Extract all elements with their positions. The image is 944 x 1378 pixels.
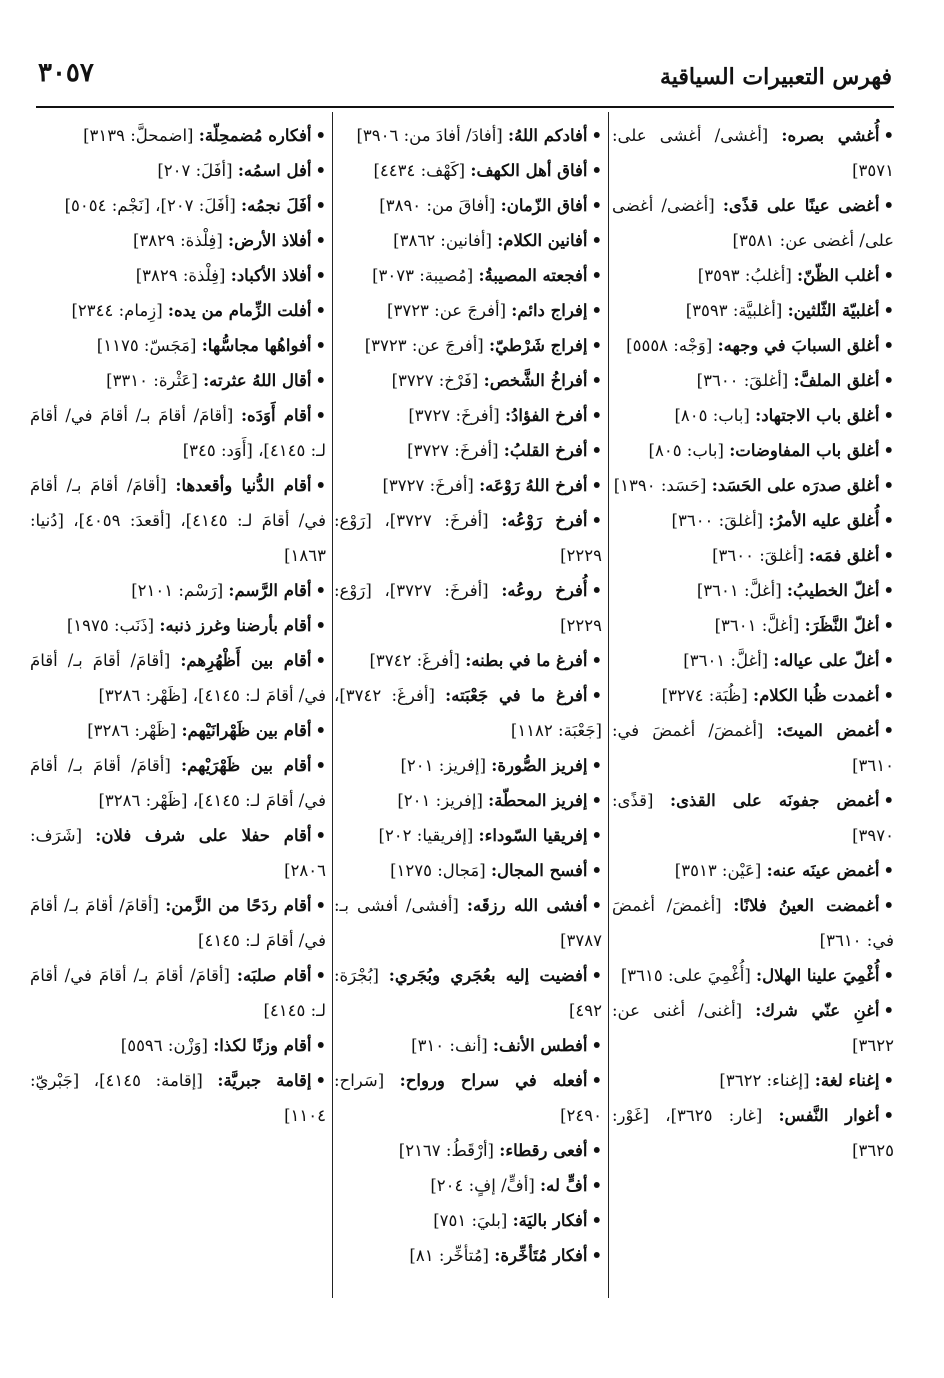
entry-reference: [فِلْذة: ٣٨٢٩] [132,231,223,250]
index-entry [612,503,894,538]
bullet-icon: • [591,756,602,775]
bullet-icon: • [883,336,894,355]
index-entry [612,608,894,643]
index-entry [612,643,894,678]
entry-reference: [أرْقَطُ: ٢١٦٧] [398,1141,494,1160]
page-number: ٣٠٥٧ [38,58,94,88]
entry-reference: [أغلقَ: ٣٦٠٠] [671,511,764,530]
entry-reference: [فَرْخ: ٣٧٢٧] [391,371,479,390]
entry-expression: إفريز الصُّورة: [491,756,588,775]
entry-reference: [مَجال: ١٢٧٥] [390,861,486,880]
entry-reference: [حَسَد: ١٣٩٠] [613,476,707,495]
index-entry [612,993,894,1063]
bullet-icon: • [315,826,326,845]
entry-expression: أقام بين ظَهْرَيْهم: [181,756,312,775]
index-entry [334,433,602,468]
entry-reference: [أفرجَ عن: ٣٧٢٣] [387,301,507,320]
entry-reference: [أفرخَ: ٣٧٢٧] [408,406,500,425]
entry-expression: أغمض الميتَ: [776,721,880,740]
bullet-icon: • [591,966,602,985]
bullet-icon: • [883,686,894,705]
bullet-icon: • [883,616,894,635]
index-entry [334,398,602,433]
index-entry [612,573,894,608]
entry-expression: أفعى رقطاء: [499,1141,588,1160]
bullet-icon: • [883,476,894,495]
bullet-icon: • [883,406,894,425]
bullet-icon: • [315,161,326,180]
entry-expression: أفشى الله رزقَه: [466,896,588,915]
entry-expression: أفطس الأنف: [492,1036,588,1055]
index-entry [30,118,326,153]
entry-expression: أفاق أهل الكهف: [470,161,588,180]
index-entry [334,468,602,503]
entry-expression: أغلق باب الاجتهاد: [755,406,880,425]
bullet-icon: • [883,371,894,390]
entry-reference: [سَراح: ٢٤٩٠] [334,1071,602,1125]
index-entry [30,398,326,468]
index-entry [334,1063,602,1133]
entry-expression: أفكار مُتَأخِّرة: [494,1246,588,1265]
entry-reference: [زِمام: ٢٣٤٤] [71,301,163,320]
entry-reference: [وَزْن: ٥٥٩٦] [120,1036,208,1055]
index-entry [30,608,326,643]
index-entry [334,1133,602,1168]
index-entry [30,223,326,258]
bullet-icon: • [591,581,602,600]
entry-reference: [اضمحلَّ: ٣١٣٩] [83,126,194,145]
entry-reference: [أقامَ/ أقامَ بـ/ أقامَ في/ أقامَ لـ: ٤١٤٥] [30,896,326,950]
bullet-icon: • [315,896,326,915]
entry-expression: إقامة جبريَّة: [217,1071,312,1090]
entry-reference: [أقامَ/ أقامَ بـ/ أقامَ في/ أقامَ لـ: ٤١٤٥]، [أقعدَ: ٤٠٥٩]، [دُنيا: ١٨٦٣] [30,476,326,565]
entry-expression: أغلق السبابَ في وجهه: [717,336,880,355]
index-entry [612,853,894,888]
bullet-icon: • [315,196,326,215]
index-entry [30,468,326,573]
entry-reference: [أفانين: ٣٨٦٢] [393,231,492,250]
entry-reference: [أُغْمِيَ على: ٣٦١٥] [620,966,751,985]
entry-expression: أقام حفلا على شرف فلان: [95,826,312,845]
index-entry [334,293,602,328]
entry-expression: أغضى عينًا على قذًى: [722,196,880,215]
entry-expression: أفراخُ الشَّخص: [483,371,588,390]
entry-reference: [أفاقَ من: ٣٨٩٠] [379,196,496,215]
entry-expression: أفجعته المصيبةُ: [478,266,588,285]
index-column-right [612,118,894,1298]
bullet-icon: • [315,651,326,670]
entry-expression: أفٍّ له: [540,1176,588,1195]
bullet-icon: • [591,511,602,530]
entry-reference: [أغضى/ أغضى على/ أغضى عن: ٣٥٨١] [612,196,894,250]
entry-expression: أغمض عينَه عنه: [766,861,880,880]
column-divider [332,112,333,1298]
index-entry [334,888,602,958]
entry-reference: [أغلَّ: ٣٦٠١] [683,651,769,670]
bullet-icon: • [883,966,894,985]
bullet-icon: • [315,266,326,285]
entry-reference: [أغمضَ/ أغمضَ في: ٣٦١٠] [612,896,894,950]
bullet-icon: • [315,126,326,145]
index-entry [612,958,894,993]
bullet-icon: • [315,1036,326,1055]
bullet-icon: • [591,196,602,215]
bullet-icon: • [315,581,326,600]
index-entry [30,888,326,958]
entry-expression: أغلّ على عياله: [773,651,880,670]
bullet-icon: • [315,756,326,775]
entry-reference: [أفَلَ: ٢٠٧]، [نَجْم: ٥٠٥٤] [64,196,236,215]
bullet-icon: • [315,301,326,320]
entry-expression: إفراج دائم: [511,301,588,320]
entry-expression: أفكاره مُضمحِلّة: [198,126,312,145]
index-entry [612,363,894,398]
bullet-icon: • [883,1106,894,1125]
bullet-icon: • [591,1071,602,1090]
bullet-icon: • [591,861,602,880]
index-entry [334,118,602,153]
bullet-icon: • [883,1001,894,1020]
entry-expression: أقال اللهُ عثرته: [203,371,312,390]
entry-reference: [عَيْن: ٣٥١٣] [674,861,762,880]
entry-reference: [أغلقَ: ٣٦٠٠] [696,371,789,390]
entry-reference: [أفرغَ: ٣٧٤٢] [369,651,460,670]
entry-expression: أغوار النَّفس: [778,1106,880,1125]
entry-reference: [أغلقَ: ٣٦٠٠] [712,546,804,565]
index-entry [30,293,326,328]
index-entry [30,643,326,713]
index-entry [334,643,602,678]
entry-expression: أغمدت ظُبا الكلام: [753,686,880,705]
bullet-icon: • [315,721,326,740]
entry-reference: [أفرخَ: ٣٧٢٧]، [رَوْع: ٢٢٢٩] [334,581,602,635]
index-entry [612,293,894,328]
index-entry [612,538,894,573]
index-entry [334,1238,602,1273]
entry-reference: [أغلبيَّة: ٣٥٩٣] [685,301,783,320]
entry-expression: أفلاذ الأرض: [228,231,312,250]
entry-expression: أفانين الكلام: [497,231,588,250]
entry-reference: [أقامَ/ أقامَ بـ/ أقامَ في/ أقامَ لـ: ٤١٤٥]، [ظَهْر: ٣٢٨٦] [30,651,326,705]
bullet-icon: • [315,1071,326,1090]
index-entry [612,888,894,958]
entry-expression: أفلاذ الأكباد: [230,266,312,285]
entry-reference: [أقامَ/ أقامَ بـ/ أقامَ في/ أقامَ لـ: ٤١٤٥]، [أَوَد: ٣٤٥] [30,406,326,460]
entry-expression: أغلق صدرَه على الحَسَد: [711,476,880,495]
index-entry [30,258,326,293]
bullet-icon: • [883,1071,894,1090]
entry-expression: أفادكم اللهُ: [508,126,588,145]
entry-reference: [وَجْه: ٥٥٥٨] [626,336,713,355]
entry-expression: أفرخ رَوْعُه: [501,511,588,530]
entry-reference: [إفريز: ٢٠١] [400,756,487,775]
index-entry [334,258,602,293]
index-entry [30,818,326,888]
entry-expression: أفضيت إليه بعُجَري وبُجَري: [388,966,588,985]
bullet-icon: • [591,1246,602,1265]
index-entry [334,1203,602,1238]
bullet-icon: • [883,896,894,915]
index-entry [612,1098,894,1168]
index-entry [334,818,602,853]
entry-expression: أُغلق عليه الأمرُ: [768,511,880,530]
bullet-icon: • [315,406,326,425]
entry-expression: أفكار باليَة: [512,1211,588,1230]
entry-expression: أُغْمِيَ علينا الهلال: [756,966,880,985]
entry-reference: [أفرخَ: ٣٧٢٧]، [رَوْع: ٢٢٢٩] [334,511,602,565]
entry-reference: [أغمضَ/ أغمضَ في: ٣٦١٠] [612,721,894,775]
entry-reference: [بليَ: ٧٥١] [433,1211,508,1230]
entry-expression: أفسح المجال: [490,861,588,880]
entry-reference: [إفريز: ٢٠١] [397,791,483,810]
bullet-icon: • [591,1211,602,1230]
bullet-icon: • [591,826,602,845]
bullet-icon: • [591,896,602,915]
entry-reference: [أغلَّ: ٣٦٠١] [714,616,800,635]
bullet-icon: • [591,231,602,250]
index-entry [334,363,602,398]
index-entry [30,573,326,608]
bullet-icon: • [883,721,894,740]
bullet-icon: • [315,371,326,390]
index-entry [612,783,894,853]
bullet-icon: • [591,441,602,460]
index-entry [30,153,326,188]
entry-reference: [إفريقيا: ٢٠٢] [378,826,474,845]
bullet-icon: • [591,1036,602,1055]
bullet-icon: • [883,301,894,320]
index-column-middle [334,118,602,1298]
entry-reference: [أفرجَ عن: ٣٧٢٣] [364,336,484,355]
index-entry [30,1063,326,1133]
entry-expression: أفعله في سراح ورواح: [399,1071,588,1090]
entry-reference: [أقامَ/ أقامَ بـ/ أقامَ في/ أقامَ لـ: ٤١٤٥] [30,966,326,1020]
entry-expression: إفريز المحطّة: [488,791,588,810]
entry-expression: أغلّ الخطيبُ: [786,581,880,600]
index-entry [612,188,894,258]
entry-expression: أفرغ ما في جَعْبَته: [445,686,588,705]
entry-reference: [أفرغَ: ٣٧٤٢]، [جَعْبَة: ١١٨٢] [334,686,602,740]
entry-expression: أغمض جفونَه على القذى: [670,791,880,810]
entry-reference: [باب: ٨٠٥] [674,406,750,425]
index-entry [30,1028,326,1063]
index-entry [334,223,602,258]
bullet-icon: • [591,406,602,425]
index-entry [334,748,602,783]
entry-expression: أفل اسمُه: [237,161,312,180]
entry-reference: [أغنى/ أغنى عن: ٣٦٢٢] [612,1001,894,1055]
index-entry [30,328,326,363]
bullet-icon: • [591,371,602,390]
bullet-icon: • [883,861,894,880]
entry-expression: إفريقيا السّوداء: [478,826,588,845]
bullet-icon: • [591,161,602,180]
bullet-icon: • [591,651,602,670]
entry-reference: [أفادَ/ أفادَ من: ٣٩٠٦] [356,126,503,145]
bullet-icon: • [315,231,326,250]
index-entry [612,118,894,188]
bullet-icon: • [883,126,894,145]
index-entry [612,328,894,363]
bullet-icon: • [883,441,894,460]
bullet-icon: • [591,791,602,810]
bullet-icon: • [591,266,602,285]
index-entry [334,958,602,1028]
index-entry [612,713,894,783]
bullet-icon: • [315,616,326,635]
entry-reference: [مَجَسّ: ١١٧٥] [96,336,197,355]
entry-expression: أفرخ القلبُ: [503,441,588,460]
entry-reference: [ذَنَب: ١٩٧٥] [66,616,155,635]
entry-expression: أغمضت العينُ فلانًا: [733,896,880,915]
bullet-icon: • [315,336,326,355]
index-entry [30,958,326,1028]
entry-expression: أقام وزنًا لكذا: [213,1036,312,1055]
index-entry [30,748,326,818]
entry-reference: [أنف: ٣١٠] [411,1036,488,1055]
index-entry [612,258,894,293]
bullet-icon: • [883,266,894,285]
entry-reference: [إغناء: ٣٦٢٢] [719,1071,810,1090]
header-rule [36,106,894,108]
entry-reference: [قذًى: ٣٩٧٠] [612,791,894,845]
entry-reference: [غار: ٣٦٢٥]، [غَوْر: ٣٦٢٥] [612,1106,894,1160]
index-entry [334,853,602,888]
bullet-icon: • [591,686,602,705]
bullet-icon: • [315,966,326,985]
entry-reference: [عَثْرة: ٣٣١٠] [106,371,198,390]
entry-expression: أغلب الظّنّ: [797,266,880,285]
index-entry [612,398,894,433]
entry-reference: [بُجْرَة: ٤٩٢] [334,966,602,1020]
entry-reference: [أفرخَ: ٣٧٢٧] [407,441,499,460]
bullet-icon: • [883,651,894,670]
column-divider [608,112,609,1298]
bullet-icon: • [591,126,602,145]
index-entry [334,153,602,188]
bullet-icon: • [591,301,602,320]
entry-reference: [مُتأخِّر: ٨١] [409,1246,489,1265]
entry-expression: أفاق الزّمان: [500,196,588,215]
bullet-icon: • [883,196,894,215]
entry-reference: [إقامة: ٤١٤٥]، [جَبْريّ: ١١٠٤] [30,1071,326,1125]
entry-reference: [أفشى/ أفشى بـ: ٣٧٨٧] [334,896,602,950]
entry-expression: إغناء لغة: [814,1071,880,1090]
entry-reference: [باب: ٨٠٥] [648,441,724,460]
index-entry [30,188,326,223]
entry-expression: أقام الدُّنيا وأقعدها: [175,476,312,495]
entry-expression: أقام بين أَظْهُرِهم: [180,651,312,670]
bullet-icon: • [315,476,326,495]
entry-expression: أقام بأرضنا وغرز ذنبه: [159,616,312,635]
index-entry [334,678,602,748]
index-entry [30,713,326,748]
entry-reference: [أفَلَ: ٢٠٧] [157,161,233,180]
entry-reference: [أغشى/ أغشى على: ٣٥٧١] [612,126,894,180]
entry-reference: [ظُبَة: ٣٢٧٤] [661,686,748,705]
entry-reference: [كَهْف: ٤٤٣٤] [373,161,466,180]
entry-reference: [أفرخَ: ٣٧٢٧] [382,476,474,495]
entry-expression: أفَلَ نجمُه: [241,196,312,215]
entry-expression: أُغشي بصره: [781,126,880,145]
index-entry [612,1063,894,1098]
entry-reference: [ظَهْر: ٣٢٨٦] [87,721,177,740]
bullet-icon: • [591,1176,602,1195]
entry-reference: [مُصيبة: ٣٠٧٣] [372,266,474,285]
index-entry [30,363,326,398]
entry-expression: أقام ردَحًا من الزَّمن: [165,896,312,915]
bullet-icon: • [591,336,602,355]
entry-expression: أقام صلبَه: [236,966,312,985]
index-entry [334,328,602,363]
entry-expression: إفراج شَرْطيّ: [488,336,588,355]
entry-expression: أقام أَوَدَه: [240,406,312,425]
entry-reference: [أغلبُ: ٣٥٩٣] [697,266,792,285]
page-title: فهرس التعبيرات السياقية [659,64,892,90]
entry-expression: أغنِ عنّي شرك: [755,1001,880,1020]
entry-expression: أفرغ ما في بطنه: [465,651,588,670]
entry-expression: أفواهُها مجاسُّها: [201,336,312,355]
running-header [38,56,892,104]
entry-reference: [رَسْم: ٢١٠١] [131,581,224,600]
entry-expression: أفرخ الفؤادُ: [504,406,588,425]
index-column-left [30,118,326,1298]
index-entry [334,1028,602,1063]
entry-expression: أقام الرَّسم: [228,581,312,600]
entry-reference: [شَرَف: ٢٨٠٦] [30,826,326,880]
index-entry [334,573,602,643]
entry-reference: [أغلَّ: ٣٦٠١] [696,581,782,600]
index-entry [334,1168,602,1203]
entry-expression: أغلّ النَّظَرَ: [804,616,880,635]
index-entry [612,433,894,468]
index-entry [334,783,602,818]
entry-expression: أقام بين ظَهْرانَيْهم: [181,721,312,740]
entry-expression: أغلبيّة الثّلثين: [787,301,880,320]
entry-reference: [أفٍّ/ إفٍ: ٢٠٤] [430,1176,535,1195]
bullet-icon: • [883,511,894,530]
entry-expression: أغلق الملفَّ: [793,371,880,390]
bullet-icon: • [883,791,894,810]
entry-expression: أفلت الزِّمام من يده: [167,301,312,320]
entry-reference: [فِلْذة: ٣٨٢٩] [135,266,226,285]
bullet-icon: • [883,546,894,565]
bullet-icon: • [591,476,602,495]
entry-expression: أغلق فمَه: [808,546,880,565]
bullet-icon: • [883,581,894,600]
index-entry [612,678,894,713]
entry-expression: أُفرخ روعُه: [501,581,588,600]
entry-expression: أغلق باب المفاوضات: [729,441,880,460]
bullet-icon: • [591,1141,602,1160]
index-entry [334,503,602,573]
entry-reference: [أقامَ/ أقامَ بـ/ أقامَ في/ أقامَ لـ: ٤١٤٥]، [ظَهْر: ٣٢٨٦] [30,756,326,810]
index-entry [612,468,894,503]
index-entry [334,188,602,223]
entry-expression: أفرخ اللهُ رَوْعَه: [479,476,588,495]
